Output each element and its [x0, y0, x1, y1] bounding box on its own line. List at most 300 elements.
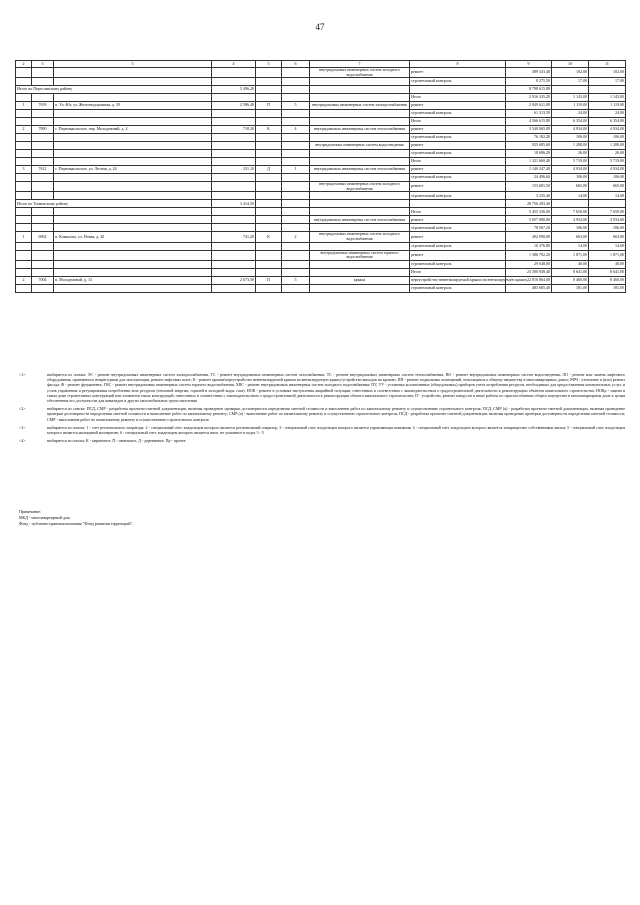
table-cell: строительный контроль	[410, 260, 506, 268]
table-cell: 8 641,00	[589, 268, 626, 276]
table-row	[16, 142, 626, 150]
table-cell: 1	[16, 102, 32, 110]
table-cell: ремонт	[410, 102, 506, 110]
table-cell: с. Перемышльское, ул. Лесная, д. 24	[54, 166, 212, 174]
table-cell	[54, 208, 212, 216]
footnote-text: выбирается из списка: К - кирпичное, П - панельное, Д - деревянное, Пр - прочее.	[47, 438, 187, 444]
table-cell	[16, 110, 32, 118]
table-cell: 2 849 621,00	[506, 102, 552, 110]
table-cell	[310, 158, 410, 166]
table-cell: 102,00	[589, 68, 626, 78]
table-cell: 2	[16, 126, 32, 134]
table-cell: 4 934,00	[589, 166, 626, 174]
footnote-mark: <4>	[19, 438, 26, 444]
table-row	[16, 134, 626, 142]
table-cell	[212, 242, 256, 250]
table-cell: 153 681,50	[506, 182, 552, 192]
table-cell	[282, 110, 310, 118]
table-cell: строительный контроль	[410, 134, 506, 142]
table-row	[16, 284, 626, 292]
table-cell: 181,00	[552, 284, 589, 292]
table-cell: 718,30	[212, 126, 256, 134]
table-cell: 7 650,00	[552, 208, 589, 216]
table-cell	[32, 260, 54, 268]
table-cell: 8 798 615,80	[506, 86, 552, 94]
table-cell	[282, 134, 310, 142]
table-header-cell: 9	[506, 61, 552, 68]
table-cell: 106,00	[552, 134, 589, 142]
table-cell: 483 685,40	[506, 284, 552, 292]
table-header-cell: 2	[16, 61, 32, 68]
table-cell: крыша	[310, 276, 410, 284]
table-cell	[212, 110, 256, 118]
table-cell	[54, 268, 212, 276]
table-cell	[310, 260, 410, 268]
table-cell	[282, 216, 310, 224]
table-cell	[32, 142, 54, 150]
table-cell: 76 182,20	[506, 134, 552, 142]
table-cell: ремонт	[410, 182, 506, 192]
table-cell: 663,00	[589, 232, 626, 242]
table-cell: 7004	[32, 276, 54, 284]
table-cell	[54, 110, 212, 118]
table-cell: 3 540 065,00	[506, 126, 552, 134]
table-cell	[54, 192, 212, 200]
table-cell	[310, 150, 410, 158]
table-cell	[256, 110, 282, 118]
table-cell: 14,00	[552, 192, 589, 200]
table-cell	[54, 174, 212, 182]
table-header-cell: 10	[552, 61, 589, 68]
works-table	[15, 60, 626, 293]
table-cell: ремонт	[410, 232, 506, 242]
table-cell	[256, 284, 282, 292]
table-cell: Итого	[410, 94, 506, 102]
table-cell: 231,10	[212, 166, 256, 174]
footer-title: Примечание:	[19, 509, 42, 514]
table-cell: Итого	[410, 268, 506, 276]
table-cell: 7890	[32, 126, 54, 134]
table-cell: ремонт	[410, 166, 506, 174]
table-cell	[16, 208, 32, 216]
table-cell: 389 333,40	[506, 68, 552, 78]
table-cell: 106,00	[552, 174, 589, 182]
table-cell: 106,00	[552, 224, 589, 232]
table-cell	[310, 110, 410, 118]
table-row	[16, 102, 626, 110]
table-cell	[32, 158, 54, 166]
table-cell: 1 321 660,40	[506, 158, 552, 166]
table-header-cell: 3	[32, 61, 54, 68]
table-cell	[32, 118, 54, 126]
table-cell	[32, 110, 54, 118]
table-cell: Д	[256, 166, 282, 174]
table-cell	[282, 242, 310, 250]
table-cell	[282, 78, 310, 86]
table-cell	[256, 86, 282, 94]
table-cell: 5 719,00	[589, 158, 626, 166]
table-cell: 5 657 080,00	[506, 216, 552, 224]
table-cell: 6 354,00	[552, 118, 589, 126]
footnotes	[15, 372, 625, 446]
footnote-text: выбирается из списка: ПСД, СМР - разработка проектно-сметной документации, включая проведение проверки достоверности определения сметной стоимости и выполнение работ по капитальному ремонту и осуществлению строительного контроля; ПСД, СМР (а) - разработка проектно-сметной документации, включая проведение проверки достоверности определения сметной стоимости и выполнение работ по капитальному ремонту; СМР (а) - выполнение работ по капитальному ремонту и осуществлению строительного контроля; ПСД - разработка проектно-сметной документации, включая проведение проверки достоверности определения сметной стоимости; СМР - выполнение работ по капитальному ремонту и осуществлению строительного контроля	[47, 406, 625, 422]
table-row	[16, 268, 626, 276]
table-cell	[212, 150, 256, 158]
table-cell: ремонт	[410, 126, 506, 134]
table-row	[16, 126, 626, 134]
table-cell	[589, 86, 626, 94]
table-cell: 4 934,00	[589, 216, 626, 224]
table-cell: 40,00	[589, 260, 626, 268]
footnote	[15, 438, 625, 443]
table-cell	[282, 118, 310, 126]
table-cell: внутридомовых инженерных систем горячего водоснабжения	[310, 250, 410, 260]
table-row	[16, 94, 626, 102]
footnote-mark: <1>	[19, 372, 26, 377]
table-cell: с. Перемышльское, пер. Молодежный, д. 4	[54, 126, 212, 134]
table-cell	[32, 216, 54, 224]
table-cell	[32, 224, 54, 232]
table-cell: 106,00	[589, 174, 626, 182]
table-cell: 1 143,00	[552, 94, 589, 102]
table-cell	[32, 242, 54, 250]
table-cell: 17,00	[589, 78, 626, 86]
table-cell: 5	[282, 102, 310, 110]
footer-notes	[15, 509, 625, 527]
table-cell: 40,00	[552, 260, 589, 268]
table-cell: строительный контроль	[410, 150, 506, 158]
table-cell	[310, 86, 410, 94]
table-cell	[32, 174, 54, 182]
table-cell	[16, 174, 32, 182]
table-cell: 102,00	[552, 68, 589, 78]
table-row	[16, 158, 626, 166]
table-cell	[212, 284, 256, 292]
table-cell: ремонт	[410, 216, 506, 224]
table-cell: П	[256, 102, 282, 110]
table-row	[16, 110, 626, 118]
table-cell	[310, 78, 410, 86]
table-cell	[310, 268, 410, 276]
table-cell: 17,00	[552, 78, 589, 86]
table-header-cell: 8	[410, 61, 506, 68]
table-cell	[54, 250, 212, 260]
table-cell: 24 496,60	[506, 174, 552, 182]
table-cell	[16, 68, 32, 78]
table-cell	[310, 208, 410, 216]
table-cell: 23 300 949,40	[506, 268, 552, 276]
table-cell: ремонт	[410, 142, 506, 150]
table-cell	[212, 158, 256, 166]
table-cell	[212, 216, 256, 224]
table-row	[16, 250, 626, 260]
table-cell	[54, 134, 212, 142]
footnote-text: выбирается из списка: ЭС - ремонт внутридомовых инженерных систем электроснабжения; ГС - ремонт внутридомовых инженерных систем газоснабжения; ТС - ремонт внутридомовых инженерных систем теплоснабжения; ВО - ремонт внутридомовых инженерных систем водоотведения; ЛО - ремонт или замена лифтового оборудования, признанного непригодным для эксплуатации, ремонт лифтовых шахт; К - ремонт крыши/переустройство невентилируемой крыши на вентилируемую крышу/устройство выходов на кровлю; ПП - ремонт подвальных помещений, относящихся к общему имуществу в многоквартирных домах; РФЧ - утепление и (или) ремонт фасада; Ф - ремонт фундамента; ГВС - ремонт внутридомовых инженерных систем горячего водоснабжения; ХВС - ремонт внутридомовых инженерных систем холодного водоснабжения; ПУ, УУ - установка коллективных (общедомовых) приборов учета потребления ресурсов, необходимых для предоставления коммунальных услуг, и узлов управления и регулирования потребления этих ресурсов (тепловой энергии, горячей и холодной воды, газа); НОК - ремонт в условиях наступления аварийной ситуации, отнесенных в соответствии с законодательством о градостроительной деятельности к реконструкции объектов капитального строительства; НОКр - замена в таком доме строительных конструкций или элементов таких конструкций, отнесенных в соответствии с законодательством о градостроительной деятельности к реконструкции объекта капитального строительства; П - устройство, ремонт пандусов и иные работы по приспособлению общего имущества в многоквартирном доме к целям обеспечения его доступности для инвалидов и других маломобильных групп населения	[47, 372, 625, 404]
table-cell	[16, 134, 32, 142]
table-cell: внутридомовых инженерных систем водоотведения	[310, 142, 410, 150]
table-cell: 78 567,20	[506, 224, 552, 232]
footnote	[15, 372, 625, 403]
table-cell	[282, 94, 310, 102]
table-cell: п. Молодежный, д. 13	[54, 276, 212, 284]
table-cell: внутридомовых инженерных систем холодного водоснабжения	[310, 232, 410, 242]
table-cell: внутридомовых инженерных систем холодного водоснабжения	[310, 182, 410, 192]
table-cell	[16, 78, 32, 86]
table-cell	[212, 260, 256, 268]
table-cell	[282, 284, 310, 292]
table-cell	[212, 78, 256, 86]
table-cell: К	[256, 126, 282, 134]
table-cell	[212, 268, 256, 276]
table-cell: 492 090,00	[506, 232, 552, 242]
table-cell	[16, 158, 32, 166]
table-cell: 26,00	[589, 150, 626, 158]
table-cell: 61 313,50	[506, 110, 552, 118]
footnote-text: выбирается из списка: 1 - счет регионального оператора; 2 - специальный счет, владельцем которого является региональный оператор; 3 - специальный счет, владельцем которого является управляющая компания; 4 - специальный счет, владельцем которого является товарищество собственников жилья; 5 - специальный счет, владельцем которого является жилищный кооператив; 6 - специальный счет, владельцем которого является иное, не указанное в кодах 3 - 5	[47, 424, 625, 436]
table-row	[16, 276, 626, 284]
table-cell: 1	[16, 232, 32, 242]
table-cell	[282, 200, 310, 208]
table-cell: 14,00	[589, 192, 626, 200]
table-cell	[256, 142, 282, 150]
footnote	[15, 406, 625, 422]
table-cell: 1 871,00	[552, 250, 589, 260]
table-cell	[54, 150, 212, 158]
table-cell	[552, 200, 589, 208]
table-cell: п. Ковылово, ул. Новая, д. 20	[54, 232, 212, 242]
table-row	[16, 166, 626, 174]
table-cell	[16, 216, 32, 224]
table-cell	[54, 224, 212, 232]
table-cell	[16, 150, 32, 158]
table-cell: 4 934,00	[552, 166, 589, 174]
table-cell: строительный контроль	[410, 284, 506, 292]
table-cell	[256, 94, 282, 102]
table-cell: 22 816 864,00	[506, 276, 552, 284]
footnote-mark: <3>	[19, 424, 26, 430]
table-cell	[16, 260, 32, 268]
table-cell	[256, 268, 282, 276]
table-cell: 106,00	[589, 224, 626, 232]
table-cell: 4 566 615,80	[506, 118, 552, 126]
table-cell: К	[256, 232, 282, 242]
table-cell	[32, 284, 54, 292]
table-cell	[282, 250, 310, 260]
table-cell: 1 871,00	[589, 250, 626, 260]
table-cell: 181,00	[589, 284, 626, 292]
table-header-cell: 11	[589, 61, 626, 68]
table-cell: 5 496,20	[212, 86, 256, 94]
table-cell: 663,00	[552, 232, 589, 242]
table-cell: 8 275,50	[506, 78, 552, 86]
table-cell	[212, 68, 256, 78]
table-row	[16, 182, 626, 192]
table-row	[16, 86, 626, 94]
table-cell	[256, 242, 282, 250]
table-cell: 1 119,00	[552, 102, 589, 110]
table-cell	[256, 224, 282, 232]
table-cell	[32, 268, 54, 276]
table-cell: 4 934,00	[552, 216, 589, 224]
table-row	[16, 260, 626, 268]
table-cell	[282, 268, 310, 276]
table-cell	[16, 118, 32, 126]
table-cell	[16, 250, 32, 260]
table-cell: 5 719,00	[552, 158, 589, 166]
table-cell: 8 641,00	[552, 268, 589, 276]
table-cell	[256, 216, 282, 224]
table-cell	[32, 134, 54, 142]
table-cell	[16, 192, 32, 200]
table-row	[16, 78, 626, 86]
table-cell: 2 673,30	[212, 276, 256, 284]
table-cell	[256, 158, 282, 166]
table-cell: строительный контроль	[410, 78, 506, 86]
table-row	[16, 118, 626, 126]
table-cell	[54, 142, 212, 150]
table-row	[16, 150, 626, 158]
table-cell	[256, 68, 282, 78]
table-cell	[310, 242, 410, 250]
footer-line: Фонд - публично-правовая компания "Фонд развития территорий".	[19, 521, 134, 526]
table-cell: внутридомовых инженерных систем теплоснабжения	[310, 126, 410, 134]
table-cell	[410, 86, 506, 94]
table-cell	[212, 134, 256, 142]
table-cell	[16, 142, 32, 150]
table-cell	[212, 182, 256, 192]
table-cell	[212, 118, 256, 126]
table-cell: 2	[16, 276, 32, 284]
table-cell: 665,00	[552, 182, 589, 192]
table-cell	[32, 94, 54, 102]
table-cell: строительный контроль	[410, 242, 506, 250]
table-cell	[256, 182, 282, 192]
table-cell	[212, 224, 256, 232]
table-cell	[282, 208, 310, 216]
table-cell: переустройство невентилируемой крыши на вентилируемую крышу	[410, 276, 506, 284]
table-header-cell: 5	[54, 61, 212, 68]
table-cell	[54, 78, 212, 86]
table-cell: 8 460,00	[589, 276, 626, 284]
footer-line: МКД - многоквартирный дом;	[19, 515, 71, 520]
table-row	[16, 192, 626, 200]
table-cell	[212, 250, 256, 260]
table-cell: 7 650,00	[589, 208, 626, 216]
table-cell: 6 354,00	[589, 118, 626, 126]
table-cell	[310, 134, 410, 142]
table-cell	[16, 94, 32, 102]
table-cell	[552, 86, 589, 94]
table-cell: Итого	[410, 208, 506, 216]
table-cell: 1 119,00	[589, 102, 626, 110]
table-row	[16, 200, 626, 208]
table-cell	[282, 182, 310, 192]
table-cell: 741,20	[212, 232, 256, 242]
table-cell	[54, 284, 212, 292]
table-cell: 14,00	[589, 242, 626, 250]
table-cell	[54, 260, 212, 268]
table-cell: Итого	[410, 118, 506, 126]
table-cell: 28 756 203,40	[506, 200, 552, 208]
table-cell	[212, 94, 256, 102]
table-cell: П	[256, 276, 282, 284]
table-cell	[54, 94, 212, 102]
table-cell	[212, 192, 256, 200]
table-cell	[256, 174, 282, 182]
footnote	[15, 425, 625, 435]
table-cell: 4 934,00	[552, 126, 589, 134]
table-header-cell: 4	[212, 61, 256, 68]
table-cell	[256, 250, 282, 260]
table-cell	[282, 142, 310, 150]
table-cell: 1 288,00	[552, 142, 589, 150]
table-cell: строительный контроль	[410, 192, 506, 200]
table-cell	[54, 118, 212, 126]
table-cell	[32, 182, 54, 192]
table-cell: строительный контроль	[410, 110, 506, 118]
table-cell: п. Ул.-Юг, ул. Железнодорожная, д. 29	[54, 102, 212, 110]
table-cell	[16, 268, 32, 276]
table-cell: 1 288,00	[589, 142, 626, 150]
table-cell: 2 916 335,20	[506, 94, 552, 102]
table-cell	[256, 192, 282, 200]
table-cell	[256, 78, 282, 86]
table-cell: 925 685,60	[506, 142, 552, 150]
table-cell: 26,00	[552, 150, 589, 158]
table-cell	[256, 118, 282, 126]
table-cell: Итого	[410, 158, 506, 166]
table-cell	[310, 118, 410, 126]
table-cell	[310, 200, 410, 208]
table-cell: 18 686,20	[506, 150, 552, 158]
table-cell	[54, 216, 212, 224]
table-cell	[410, 200, 506, 208]
table-cell: внутридомовых инженерных систем холодного водоснабжения	[310, 68, 410, 78]
table-row	[16, 216, 626, 224]
table-row	[16, 68, 626, 78]
table-header-cell: 7	[310, 61, 410, 68]
table-cell	[256, 208, 282, 216]
table-cell	[16, 182, 32, 192]
footnote-mark: <2>	[19, 406, 26, 412]
table-cell	[282, 158, 310, 166]
table-cell: внутридомовых инженерных систем теплоснабжения	[310, 166, 410, 174]
table-cell	[32, 192, 54, 200]
table-cell: 6962	[32, 232, 54, 242]
table-cell	[282, 224, 310, 232]
table-cell	[310, 94, 410, 102]
table-cell: 4	[282, 126, 310, 134]
table-cell: 10 376,80	[506, 242, 552, 250]
table-row	[16, 242, 626, 250]
table-cell: строительный контроль	[410, 174, 506, 182]
table-cell	[16, 242, 32, 250]
table-cell	[310, 284, 410, 292]
table-cell	[310, 192, 410, 200]
table-cell: ремонт	[410, 68, 506, 78]
table-cell	[282, 192, 310, 200]
table-cell	[32, 68, 54, 78]
table-cell	[32, 150, 54, 158]
table-row	[16, 232, 626, 242]
table-cell: 7659	[32, 102, 54, 110]
table-cell: 1 140 247,40	[506, 166, 552, 174]
table-cell	[212, 174, 256, 182]
table-cell	[256, 150, 282, 158]
table-cell	[282, 86, 310, 94]
table-cell	[212, 142, 256, 150]
table-cell: 2 586,40	[212, 102, 256, 110]
